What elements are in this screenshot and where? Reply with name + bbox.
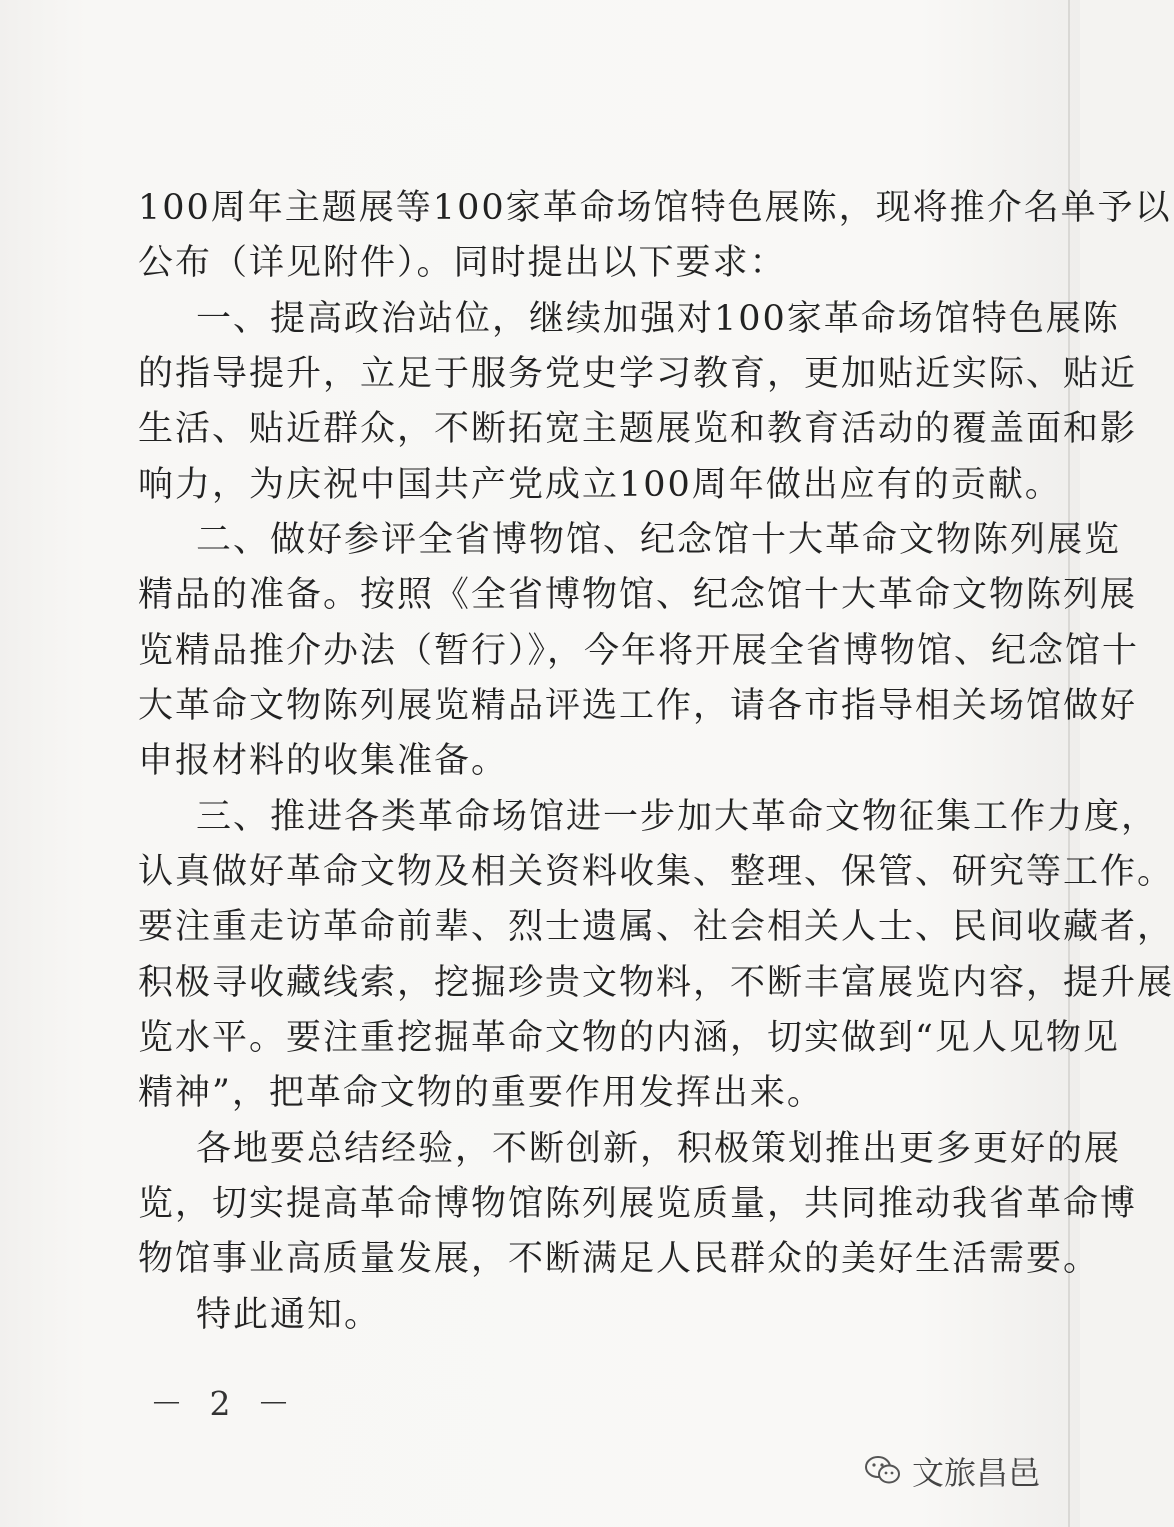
text-line: 申报材料的收集准备。	[138, 741, 509, 781]
text-line: 精神”，把革命文物的重要作用发挥出来。	[138, 1073, 824, 1113]
text-line: 的指导提升，立足于服务党史学习教育，更加贴近实际、贴近	[138, 354, 1138, 394]
account-name: 文旅昌邑	[911, 1454, 1040, 1492]
text-line: 要注重走访革命前辈、烈士遗属、社会相关人士、民间收藏者，	[138, 907, 1174, 947]
text-line: 100周年主题展等100家革命场馆特色展陈，现将推介名单予以	[138, 188, 1172, 228]
wechat-watermark	[864, 1449, 1040, 1493]
text-line: 览，切实提高革命博物馆陈列展览质量，共同推动我省革命博	[138, 1184, 1138, 1224]
text-line: 大革命文物陈列展览精品评选工作，请各市指导相关场馆做好	[138, 686, 1138, 726]
text-line: 精品的准备。按照《全省博物馆、纪念馆十大革命文物陈列展	[138, 575, 1138, 615]
text-line: 积极寻收藏线索，挖掘珍贵文物料，不断丰富展览内容，提升展	[138, 963, 1174, 1003]
text-line: 二、做好参评全省博物馆、纪念馆十大革命文物陈列展览	[196, 520, 1122, 560]
text-line: 响力，为庆祝中国共产党成立100周年做出应有的贡献。	[138, 465, 1062, 505]
text-line: 三、推进各类革命场馆进一步加大革命文物征集工作力度，	[196, 797, 1159, 837]
wechat-icon	[864, 1455, 902, 1487]
text-line: 各地要总结经验，不断创新，积极策划推出更多更好的展	[196, 1129, 1122, 1169]
text-line: 览水平。要注重挖掘革命文物的内涵，切实做到“见人见物见	[138, 1018, 1120, 1058]
text-line: 物馆事业高质量发展，不断满足人民群众的美好生活需要。	[138, 1239, 1101, 1279]
closing-line: 特此通知。	[196, 1295, 382, 1335]
text-line: 生活、贴近群众，不断拓宽主题展览和教育活动的覆盖面和影	[138, 409, 1138, 449]
text-line: 认真做好革命文物及相关资料收集、整理、保管、研究等工作。	[138, 852, 1174, 892]
text-line: 公布（详见附件）。同时提出以下要求：	[138, 243, 787, 283]
text-line: 览精品推介办法（暂行）》，今年将开展全省博物馆、纪念馆十	[138, 631, 1140, 671]
page-number: － 2 －	[150, 1384, 298, 1423]
text-line: 一、提高政治站位，继续加强对100家革命场馆特色展陈	[196, 299, 1120, 339]
